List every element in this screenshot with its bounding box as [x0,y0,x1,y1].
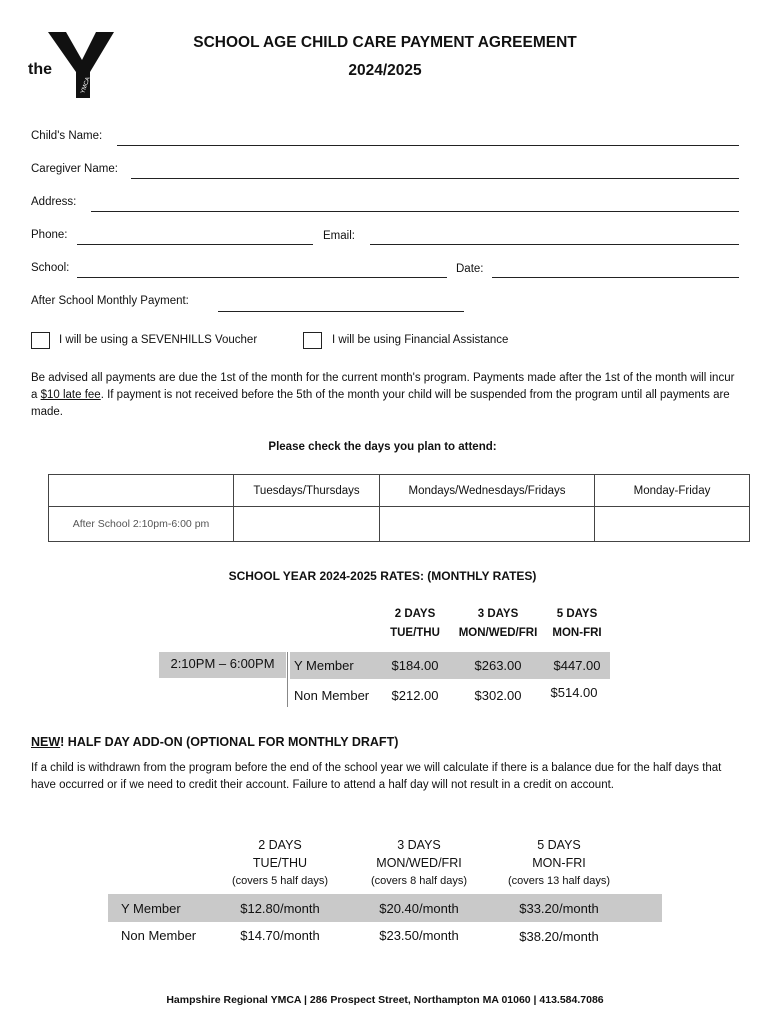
after-school-label: After School 2:10pm-6:00 pm [49,507,234,542]
school-label: School: [31,262,70,274]
rates-col-5-days: 5 DAYS MON-FRI [552,608,602,639]
rates-member-2: $184.00 [391,658,439,673]
child-name-label: Child's Name: [31,130,103,142]
rates-member-label: Y Member [294,658,354,673]
school-field[interactable] [77,277,447,278]
assistance-checkbox[interactable] [303,332,322,349]
rates-nonmember-5: $514.00 [550,685,598,700]
address-field[interactable] [91,211,739,212]
rates-member-5: $447.00 [553,658,601,673]
child-name-field[interactable] [117,145,739,146]
halfday-member-2: $12.80/month [240,901,320,916]
halfday-member-label: Y Member [121,901,181,916]
halfday-col-5: 5 DAYS MON-FRI (covers 13 half days) [507,838,611,887]
page-year: 2024/2025 [348,62,422,79]
col-mon-fri: Monday-Friday [595,475,750,507]
rates-nonmember-label: Non Member [294,688,370,703]
halfday-member-5: $33.20/month [519,901,599,916]
attendance-table [48,474,750,542]
date-field[interactable] [492,277,739,278]
rates-nonmember-2: $212.00 [391,688,439,703]
footer-address: Hampshire Regional YMCA | 286 Prospect Street, Northampton MA 01060 | 413.584.7086 [166,994,604,1006]
caregiver-name-field[interactable] [131,178,739,179]
caregiver-name-label: Caregiver Name: [31,163,118,175]
halfday-member-3: $20.40/month [379,901,459,916]
page-title: SCHOOL AGE CHILD CARE PAYMENT AGREEMENT [193,34,577,51]
logo-text: the [28,61,52,78]
address-label: Address: [31,196,77,208]
rates-col-2-days: 2 DAYS TUE/THU [390,608,440,639]
halfday-nonmember-label: Non Member [121,928,197,943]
rates-nonmember-3: $302.00 [474,688,522,703]
check-tue-thu[interactable] [234,507,380,542]
halfday-nonmember-2: $14.70/month [240,928,320,943]
rates-col-3-days: 3 DAYS MON/WED/FRI [458,608,538,639]
phone-label: Phone: [31,229,68,241]
col-mon-wed-fri: Mondays/Wednesdays/Fridays [380,475,595,507]
halfday-col-3: 3 DAYS MON/WED/FRI (covers 8 half days) [371,838,467,887]
late-fee: $10 late fee [40,389,101,401]
payment-notice: Be advised all payments are due the 1st of the month for the current month's program. Payments made after the 1st of the month will incur a $10 late fee. If payment is not received before the 5th of the month your child will be suspended from the program until all payments are made. [31,372,735,418]
assistance-label: I will be using Financial Assistance [332,334,509,346]
email-label: Email: [323,230,355,242]
col-tue-thu: Tuesdays/Thursdays [234,475,380,507]
voucher-label: I will be using a SEVENHILLS Voucher [59,334,258,346]
phone-field[interactable] [77,244,313,245]
halfday-nonmember-3: $23.50/month [379,928,459,943]
rates-heading: SCHOOL YEAR 2024-2025 RATES: (MONTHLY RATES) [228,569,537,583]
monthly-payment-label: After School Monthly Payment: [31,295,189,307]
check-mon-fri[interactable] [595,507,750,542]
rates-time-cell: 2:10PM – 6:00PM [159,652,286,678]
email-field[interactable] [370,244,739,245]
ymca-logo [26,30,122,102]
halfday-nonmember-5: $38.20/month [519,929,599,944]
rates-member-3: $263.00 [474,658,522,673]
halfday-text: If a child is withdrawn from the program before the end of the school year we will calculate if there is a balance due for the half days that have occurred or if we need to credit their account. Failure to attend a half day will not result in a credit on account. [31,762,722,791]
halfday-col-2: 2 DAYS TUE/THU (covers 5 half days) [232,838,328,887]
date-label: Date: [456,263,484,275]
attendance-heading: Please check the days you plan to attend: [268,441,497,453]
monthly-payment-field[interactable] [218,311,464,312]
voucher-checkbox[interactable] [31,332,50,349]
check-mon-wed-fri[interactable] [380,507,595,542]
svg-text:YMCA: YMCA [80,76,92,95]
halfday-heading: NEW! HALF DAY ADD-ON (OPTIONAL FOR MONTHLY DRAFT) [31,735,399,749]
